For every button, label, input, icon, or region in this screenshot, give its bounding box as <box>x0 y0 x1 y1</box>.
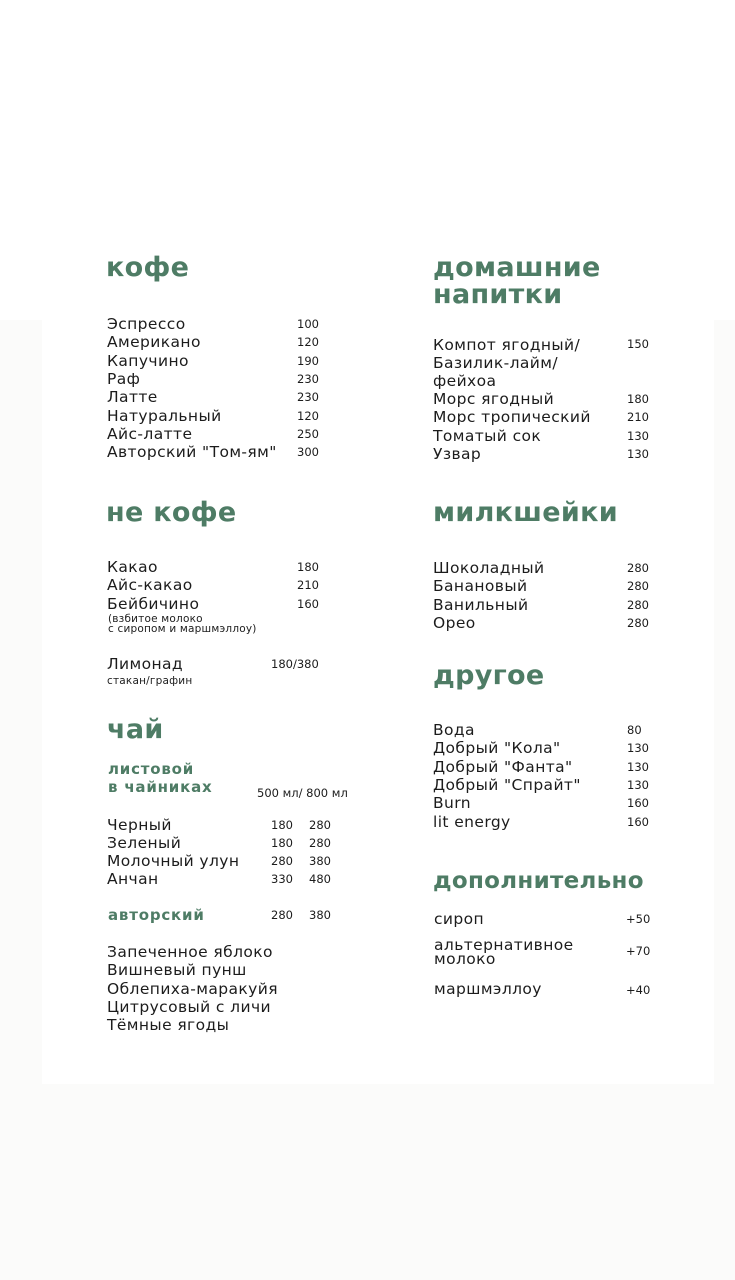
milkshake-item-price: 280 <box>627 579 649 594</box>
leaf-tea-price-500: 280 <box>271 854 293 868</box>
coffee-item-name: Американо <box>107 333 201 352</box>
coffee-item-price: 300 <box>297 445 319 460</box>
author-tea-name: Облепиха-маракуйя <box>107 979 278 998</box>
homemade-item-price: 130 <box>627 428 649 443</box>
compote-price: 150 <box>627 337 649 351</box>
leaf-tea-name: Анчан <box>107 870 159 888</box>
milkshake-item-price: 280 <box>627 561 649 575</box>
not-coffee-item-name: Айс-какао <box>107 576 193 595</box>
leaf-tea-heading: листовой <box>108 760 195 778</box>
compote-name: фейхоа <box>433 372 497 390</box>
milkshake-item-name: Орео <box>433 613 476 632</box>
homemade-item-name: Узвар <box>433 444 482 463</box>
author-tea-heading: авторский <box>108 906 205 924</box>
milkshake-item-name: Банановый <box>433 577 528 596</box>
author-tea-name: Тёмные ягоды <box>107 1016 230 1035</box>
leaf-tea-price-500: 180 <box>271 836 293 850</box>
leaf-tea-price-500: 180 <box>271 818 293 832</box>
homemade-item-name: Морс тропический <box>433 408 591 427</box>
not-coffee-item-price: 180 <box>297 560 319 574</box>
marshmallow-name: маршмэллоу <box>434 980 542 998</box>
other-item-price: 160 <box>627 814 649 829</box>
leaf-tea-name: Черный <box>107 816 172 834</box>
author-tea-name: Запеченное яблоко <box>107 943 273 961</box>
alt-milk-name: альтернативное <box>434 936 574 954</box>
coffee-item-name: Капучино <box>107 351 189 370</box>
leaf-tea-name: Молочный улун <box>107 852 240 870</box>
milkshake-item-name: Ванильный <box>433 595 529 614</box>
homemade-item-name: Томатый сок <box>433 426 542 445</box>
leaf-tea-price-500: 330 <box>271 872 293 886</box>
homemade-heading: напитки <box>433 279 563 310</box>
coffee-item-price: 230 <box>297 371 319 386</box>
milkshake-item-price: 280 <box>627 615 649 630</box>
leaf-tea-name: Зеленый <box>107 834 182 852</box>
homemade-item-price: 180 <box>627 392 649 406</box>
homemade-item-name: Морс ягодный <box>433 390 555 408</box>
not-coffee-item-name: Какао <box>107 558 158 576</box>
author-tea-price-500: 280 <box>271 908 293 922</box>
other-heading: другое <box>433 660 545 691</box>
lemonade-name: Лимонад <box>107 655 184 673</box>
other-item-name: Добрый "Кола" <box>433 739 561 758</box>
coffee-item-price: 100 <box>297 317 319 331</box>
lemonade-note: стакан/графин <box>107 675 193 687</box>
compote-name: Компот ягодный/ <box>433 336 581 354</box>
not-coffee-item-price: 160 <box>297 596 319 611</box>
homemade-item-price: 210 <box>627 410 649 425</box>
other-item-price: 130 <box>627 777 649 792</box>
other-item-name: Burn <box>433 794 471 813</box>
coffee-item-name: Айс-латте <box>107 424 193 443</box>
other-item-name: Добрый "Спрайт" <box>433 775 581 794</box>
marshmallow-price: +40 <box>626 983 651 997</box>
extras-heading: дополнительно <box>433 868 644 894</box>
milkshake-item-name: Шоколадный <box>433 559 545 577</box>
coffee-item-name: Раф <box>107 369 141 388</box>
other-item-name: lit energy <box>433 812 511 831</box>
coffee-item-price: 120 <box>297 408 319 423</box>
babyccino-note: (взбитое молоко <box>108 613 203 625</box>
not-coffee-item-name: Бейбичино <box>107 594 200 613</box>
not-coffee-heading: не кофе <box>106 497 237 528</box>
leaf-tea-price-800: 480 <box>309 872 331 886</box>
homemade-heading: домашние <box>433 252 601 283</box>
other-item-price: 130 <box>627 759 649 774</box>
alt-milk-price: +70 <box>626 944 651 958</box>
coffee-heading: кофе <box>106 252 190 283</box>
leaf-tea-price-800: 280 <box>309 818 331 832</box>
syrup-price: +50 <box>626 912 651 926</box>
homemade-item-price: 130 <box>627 446 649 461</box>
author-tea-price-800: 380 <box>309 908 331 922</box>
milkshakes-heading: милкшейки <box>433 497 618 528</box>
other-item-name: Добрый "Фанта" <box>433 757 573 776</box>
leaf-tea-heading: в чайниках <box>108 778 213 796</box>
leaf-tea-price-800: 380 <box>309 854 331 868</box>
milkshake-item-price: 280 <box>627 597 649 612</box>
compote-name: Базилик-лайм/ <box>433 354 558 372</box>
author-tea-name: Цитрусовый с личи <box>107 997 271 1016</box>
coffee-item-price: 190 <box>297 353 319 368</box>
babyccino-note: с сиропом и маршмэллоу) <box>108 623 257 635</box>
alt-milk-name: молоко <box>434 950 496 968</box>
volume-label: 500 мл/ 800 мл <box>257 786 348 800</box>
coffee-item-price: 250 <box>297 426 319 441</box>
coffee-item-name: Эспрессо <box>107 315 186 333</box>
coffee-item-price: 120 <box>297 335 319 350</box>
coffee-item-price: 230 <box>297 390 319 405</box>
leaf-tea-price-800: 280 <box>309 836 331 850</box>
other-item-price: 80 <box>627 723 642 737</box>
author-tea-name: Вишневый пунш <box>107 961 247 980</box>
syrup-name: сироп <box>434 910 485 928</box>
coffee-item-name: Натуральный <box>107 406 222 425</box>
tea-heading: чай <box>107 714 164 745</box>
other-item-name: Вода <box>433 721 475 739</box>
other-item-price: 130 <box>627 741 649 756</box>
lemonade-price: 180/380 <box>271 657 319 671</box>
not-coffee-item-price: 210 <box>297 578 319 593</box>
coffee-item-name: Авторский "Том-ям" <box>107 443 277 462</box>
other-item-price: 160 <box>627 796 649 811</box>
coffee-item-name: Латте <box>107 388 158 407</box>
